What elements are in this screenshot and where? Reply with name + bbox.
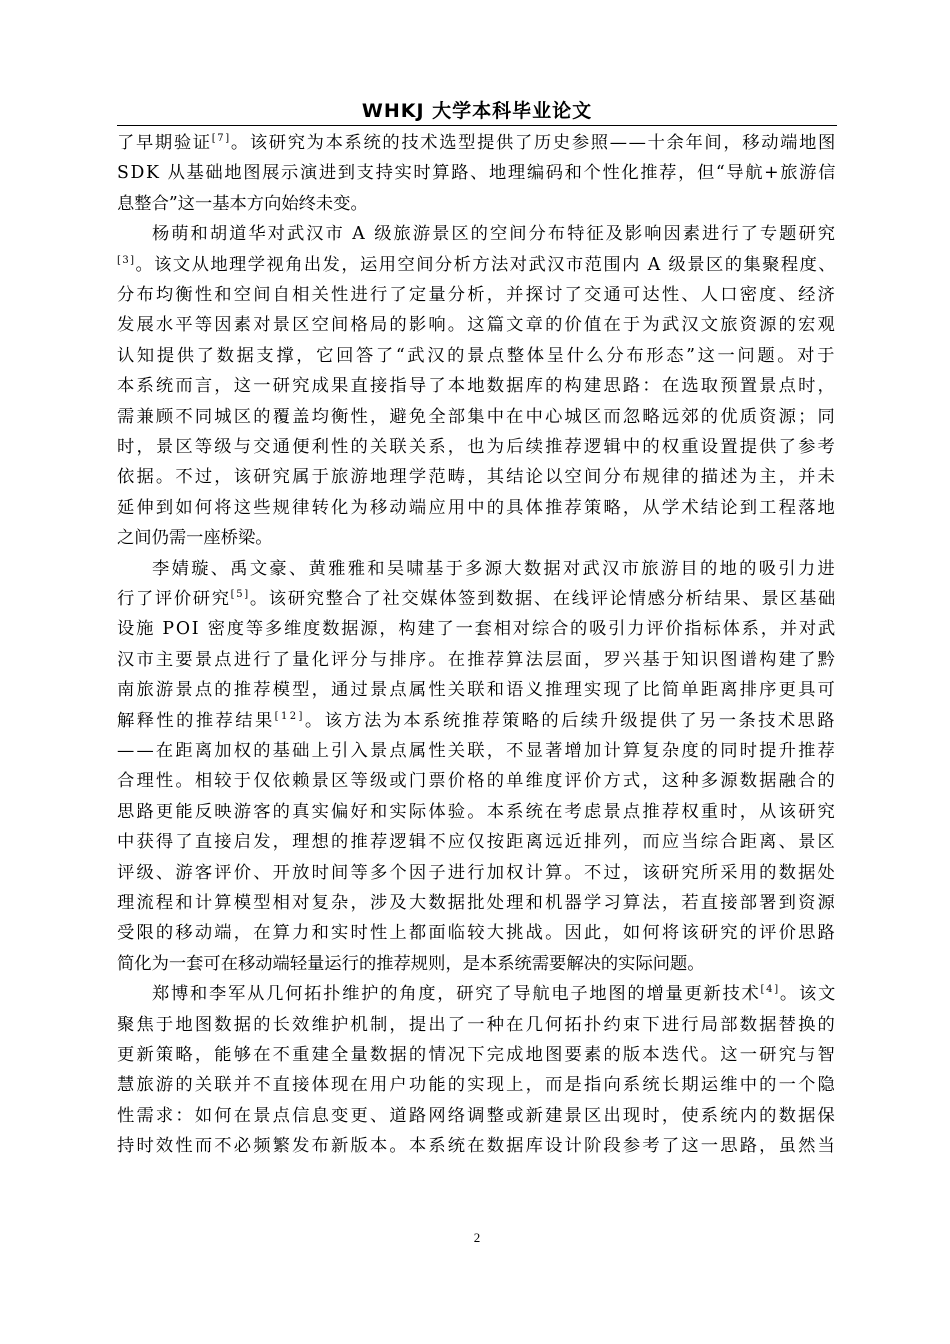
text-run: 发展水平等因素对景区空间格局的影响。这篇文章的价值在于为武汉文旅资源的宏观 [117,315,837,336]
text-line [117,402,837,432]
text-run: 南旅游景点的推荐模型，通过景点属性关联和语义推理实现了比简单距离排序更具可 [117,680,837,701]
text-line [117,918,837,948]
text-run: 受限的移动端，在算力和实时性上都面临较大挑战。因此，如何将该研究的评价思路 [117,923,837,944]
text-line [117,250,837,280]
text-line [117,1131,837,1161]
text-run: 李婧璇、禹文豪、黄雅雅和吴啸基于多源大数据对武汉市旅游目的地的吸引力进 [152,558,837,579]
text-run: 了早期验证 [117,133,212,153]
text-line [117,462,837,492]
text-run: SDK 从基础地图展示演进到支持实时算路、地理编码和个性化推荐，但“导航+旅游信 [117,163,837,184]
text-run: 郑博和李军从几何拓扑维护的角度，研究了导航电子地图的增量更新技术 [152,984,761,1005]
text-line [117,1040,837,1070]
text-line [152,219,837,249]
text-line [117,858,837,888]
text-run: 思路更能反映游客的真实偏好和实际体验。本系统在考虑景点推荐权重时，从该研究 [117,801,837,822]
text-line [152,554,837,584]
text-line [117,827,837,857]
text-run: 。该研究为本系统的技术选型提供了历史参照——十余年间，移动端地图 [230,133,837,153]
text-run: 行了评价研究 [117,589,231,609]
text-run: 认知提供了数据支撑，它回答了“武汉的景点整体呈什么分布形态”这一问题。对于 [117,345,837,366]
citation-ref: [3] [117,254,136,266]
text-line [117,158,837,188]
text-run: 合理性。相较于仅依赖景区等级或门票价格的单维度评价方式，这种多源数据融合的 [117,771,837,792]
text-run: 中获得了直接启发，理想的推荐逻辑不应仅按距离远近排列，而应当综合距离、景区 [117,832,837,853]
text-line [117,341,837,371]
text-run: 更新策略，能够在不重建全量数据的情况下完成地图要素的版本迭代。这一研究与智 [117,1045,837,1065]
text-line [117,614,837,644]
text-run: 聚焦于地图数据的长效维护机制，提出了一种在几何拓扑约束下进行局部数据替换的 [117,1014,837,1035]
text-run: 。该文 [779,984,837,1005]
text-line [117,645,837,675]
text-line [117,280,837,310]
text-line [117,766,837,796]
text-run: 依据。不过，该研究属于旅游地理学范畴，其结论以空间分布规律的描述为主，并未 [117,467,837,488]
text-run: 理流程和计算模型相对复杂，涉及大数据批处理和机器学习算法，若直接部署到资源 [117,893,837,913]
text-run: 延伸到如何将这些规律转化为移动端应用中的具体推荐策略，从学术结论到工程落地 [117,497,837,518]
text-run: ——在距离加权的基础上引入景点属性关联，不显著增加计算复杂度的同时提升推荐 [117,741,837,761]
text-run: 简化为一套可在移动端轻量运行的推荐规则，是本系统需要解决的实际问题。 [117,953,705,974]
text-line [117,1070,837,1100]
text-run: 杨萌和胡道华对武汉市 A 级旅游景区的空间分布特征及影响因素进行了专题研究 [152,224,837,245]
citation-ref: [12] [274,710,305,722]
header-rule [117,125,837,126]
running-header: WHKJ 大学本科毕业论文 [361,100,593,122]
text-run: 评级、游客评价、开放时间等多个因子进行加权计算。不过，该研究所采用的数据处 [117,862,837,883]
text-line [117,493,837,523]
text-run: 。该方法为本系统推荐策略的后续升级提供了另一条技术思路 [304,710,837,731]
text-run: 息整合”这一基本方向始终未变。 [117,193,368,214]
citation-ref: [5] [230,589,250,600]
text-run: 解释性的推荐结果 [117,710,275,731]
text-line [117,189,368,219]
text-run: 持时效性而不必频繁发布新版本。本系统在数据库设计阶段参考了这一思路，虽然当 [117,1136,837,1157]
text-run: 性需求：如何在景点信息变更、道路网络调整或新建景区出现时，使系统内的数据保 [117,1105,837,1126]
text-run: 之间仍需一座桥梁。 [117,528,273,549]
text-line [117,371,837,401]
text-run: 。该文从地理学视角出发，运用空间分析方法对武汉市范围内 A 级景区的集聚程度、 [135,254,837,275]
text-run: 慧旅游的关联并不直接体现在用户功能的实现上，而是指向系统长期运维中的一个隐 [117,1075,837,1096]
text-run: 设施 POI 密度等多维度数据源，构建了一套相对综合的吸引力评价指标体系，并对武 [117,619,837,640]
text-line [117,523,273,553]
text-line [117,949,705,979]
text-line [117,584,837,614]
citation-ref: [7] [211,133,231,144]
text-run: 分布均衡性和空间自相关性进行了定量分析，并探讨了交通可达性、人口密度、经济 [117,285,837,305]
text-line [117,1010,837,1040]
text-line [117,706,837,736]
text-run: 需兼顾不同城区的覆盖均衡性，避免全部集中在中心城区而忽略远郊的优质资源；同 [117,406,837,427]
text-run: 。该研究整合了社交媒体签到数据、在线评论情感分析结果、景区基础 [249,589,837,609]
text-line [152,979,837,1009]
text-line [117,1101,837,1131]
text-line [117,675,837,705]
text-line [117,888,837,918]
citation-ref: [4] [760,984,780,996]
text-line [117,128,837,158]
text-line [117,432,837,462]
text-run: 汉市主要景点进行了量化评分与排序。在推荐算法层面，罗兴基于知识图谱构建了黔 [117,649,837,670]
text-run: 本系统而言，这一研究成果直接指导了本地数据库的构建思路：在选取预置景点时， [117,376,837,397]
text-line [117,310,837,340]
text-run: 时，景区等级与交通便利性的关联关系，也为后续推荐逻辑中的权重设置提供了参考 [117,437,837,457]
text-line [117,797,837,827]
page-number: 2 [473,1230,481,1245]
text-line [117,736,837,766]
